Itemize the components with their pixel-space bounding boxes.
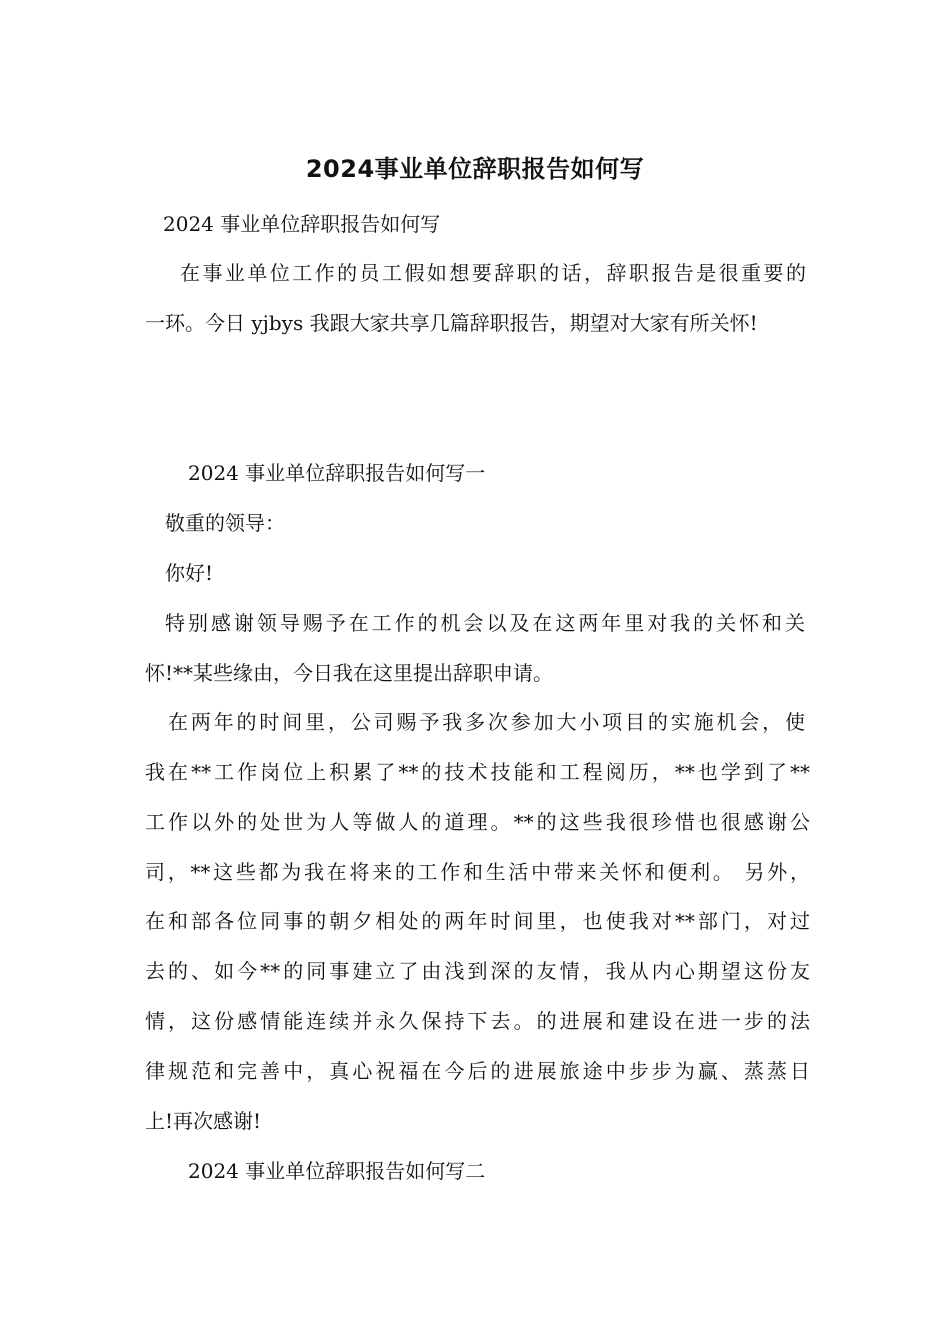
paragraph-2-line-4: 司，**这些都为我在将来的工作和生活中带来关怀和便利。 另外， [145, 860, 810, 884]
document-title: 2024事业单位辞职报告如何写 [305, 155, 645, 183]
greeting: 你好! [165, 561, 214, 585]
paragraph-2-line-7: 情，这份感情能连续并永久保持下去。的进展和建设在进一步的法 [145, 1009, 810, 1033]
paragraph-2-line-5: 在和部各位同事的朝夕相处的两年时间里，也使我对**部门，对过 [145, 909, 810, 933]
paragraph-2-line-9: 上!再次感谢! [145, 1109, 262, 1133]
intro-line-2: 一环。今日 yjbys 我跟大家共享几篇辞职报告，期望对大家有所关怀! [145, 311, 758, 335]
section-heading-1: 2024 事业单位辞职报告如何写一 [188, 461, 486, 485]
paragraph-2-line-3: 工作以外的处世为人等做人的道理。**的这些我很珍惜也很感谢公 [145, 810, 810, 834]
salutation: 敬重的领导： [165, 511, 285, 535]
paragraph-2-line-2: 我在**工作岗位上积累了**的技术技能和工程阅历，**也学到了** [145, 760, 810, 784]
paragraph-2-line-1: 在两年的时间里，公司赐予我多次参加大小项目的实施机会，使 [168, 710, 805, 734]
paragraph-1-line-2: 怀!**某些缘由，今日我在这里提出辞职申请。 [145, 661, 554, 685]
paragraph-2-line-6: 去的、如今**的同事建立了由浅到深的友情，我从内心期望这份友 [145, 959, 810, 983]
paragraph-2-line-8: 律规范和完善中，真心祝福在今后的进展旅途中步步为赢、蒸蒸日 [145, 1059, 810, 1083]
intro-line-1: 在事业单位工作的员工假如想要辞职的话，辞职报告是很重要的 [180, 261, 806, 285]
paragraph-1-line-1: 特别感谢领导赐予在工作的机会以及在这两年里对我的关怀和关 [165, 611, 805, 635]
section-heading-2: 2024 事业单位辞职报告如何写二 [188, 1159, 486, 1183]
subtitle-line: 2024 事业单位辞职报告如何写 [163, 212, 441, 236]
